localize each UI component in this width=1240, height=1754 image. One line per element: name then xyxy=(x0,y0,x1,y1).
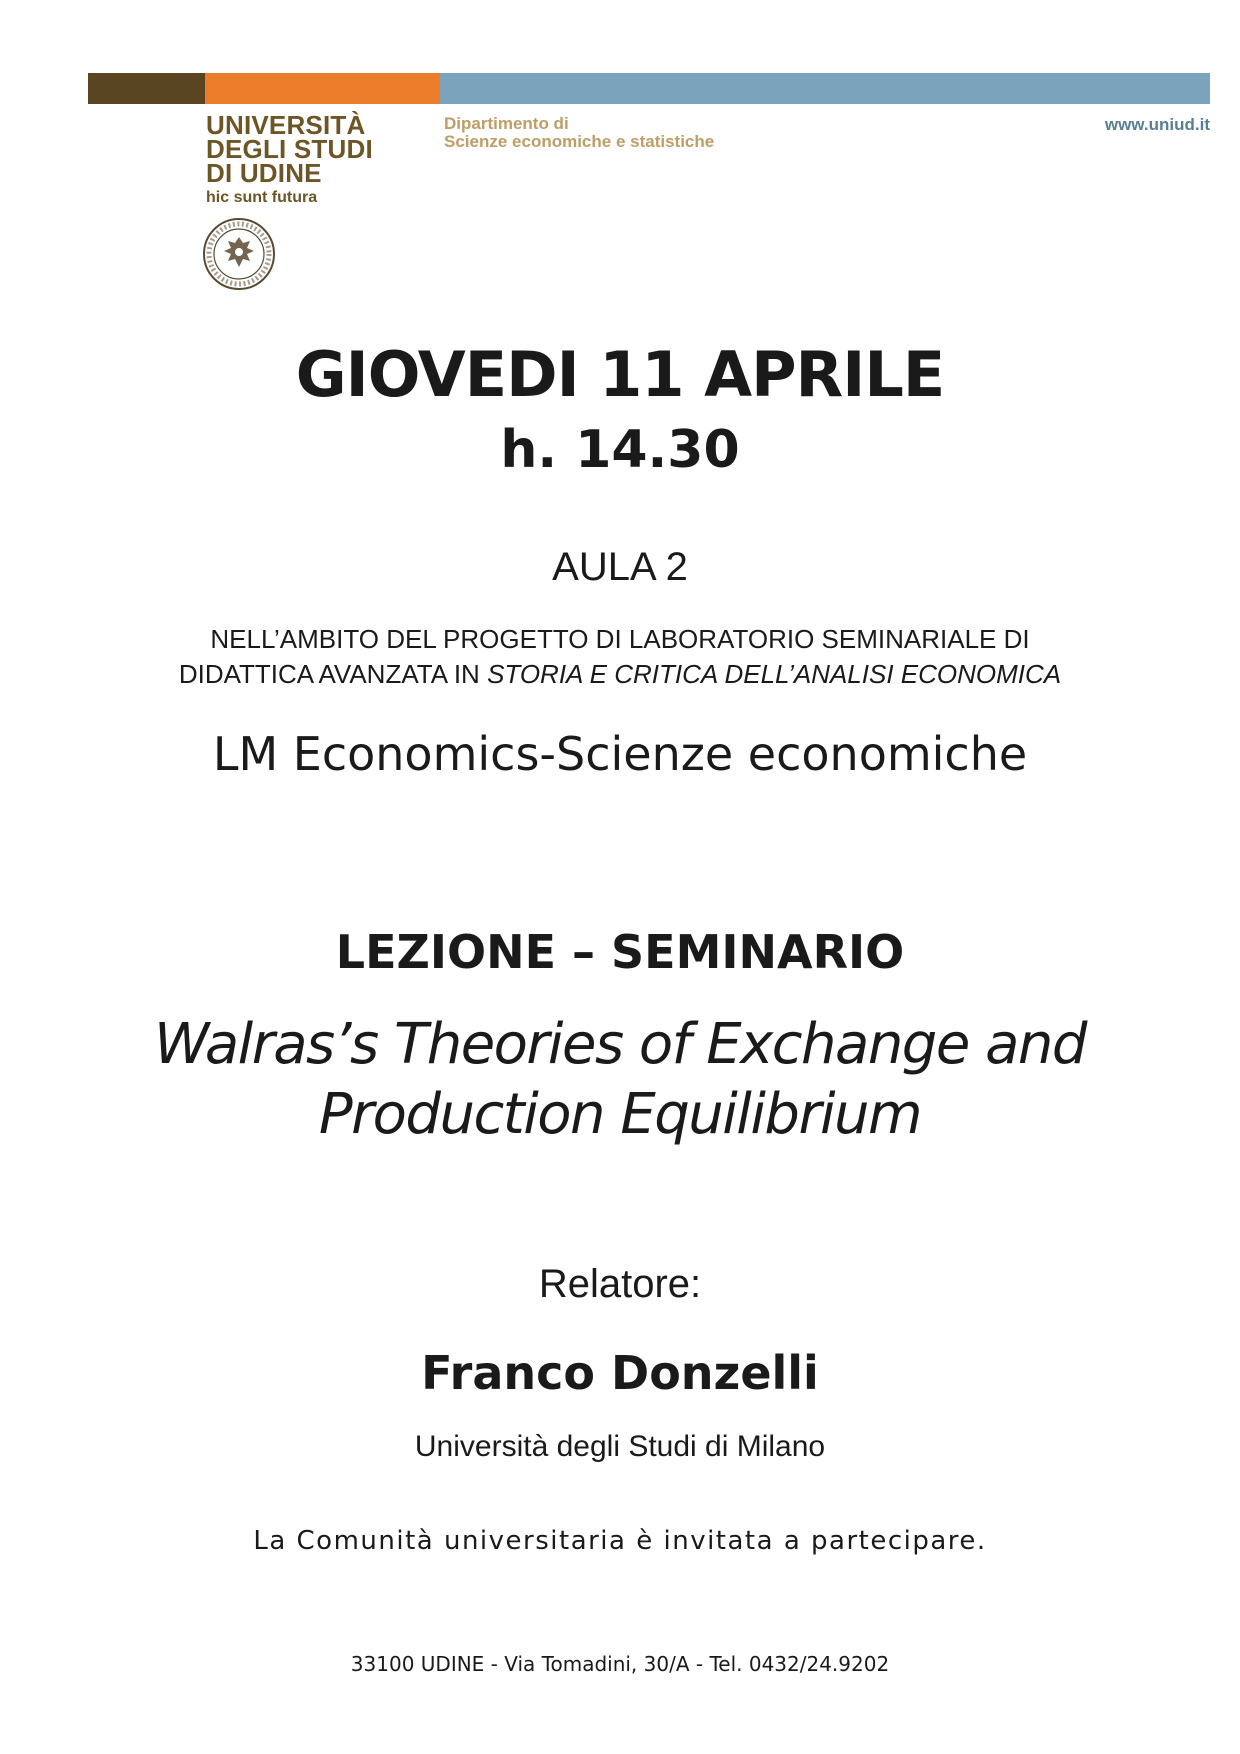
website-link[interactable]: www.uniud.it xyxy=(1104,115,1210,134)
university-seal-icon xyxy=(202,217,276,291)
project-line-2 xyxy=(0,657,1240,692)
department-line-2: Scienze economiche e statistiche xyxy=(444,132,715,151)
speaker-name: Franco Donzelli xyxy=(421,1346,819,1400)
project-line-2-prefix: DIDATTICA AVANZATA IN xyxy=(178,659,488,689)
university-motto: hic sunt futura xyxy=(206,189,318,206)
project-line-2-italic: STORIA E CRITICA DELL’ANALISI ECONOMICA xyxy=(487,659,1062,689)
event-room: AULA 2 xyxy=(552,545,688,589)
header-bar-orange xyxy=(205,73,440,104)
speaker-label: Relatore: xyxy=(538,1262,702,1306)
footer-address: 33100 UDINE - Via Tomadini, 30/A - Tel. 0432/24.9202 xyxy=(350,1652,890,1676)
university-name-line-3: DI UDINE xyxy=(206,158,322,188)
invitation-text: La Comunità universitaria è invitata a partecipare. xyxy=(253,1526,987,1556)
university-name-line-1: UNIVERSITÀ xyxy=(206,110,366,140)
header-bar-brown xyxy=(88,73,205,104)
department-name xyxy=(444,115,714,151)
seminar-title xyxy=(0,1010,1240,1150)
header-color-bar xyxy=(88,73,1210,104)
seminar-title-line-2: Production Equilibrium xyxy=(318,1082,922,1147)
project-description xyxy=(0,622,1240,692)
department-line-1: Dipartimento di xyxy=(444,114,569,133)
event-date: GIOVEDI 11 APRILE xyxy=(295,338,945,411)
degree-program: LM Economics-Scienze economiche xyxy=(212,727,1028,781)
header-bar-blue xyxy=(440,73,1210,104)
university-name-line-2: DEGLI STUDI xyxy=(206,134,373,164)
event-kind: LEZIONE – SEMINARIO xyxy=(335,925,905,979)
seminar-title-line-1: Walras’s Theories of Exchange and xyxy=(154,1012,1086,1077)
university-logo xyxy=(206,110,373,209)
event-time: h. 14.30 xyxy=(500,420,740,480)
project-line-1: NELL’AMBITO DEL PROGETTO DI LABORATORIO SEMINARIALE DI xyxy=(210,624,1030,654)
speaker-affiliation: Università degli Studi di Milano xyxy=(414,1430,826,1463)
